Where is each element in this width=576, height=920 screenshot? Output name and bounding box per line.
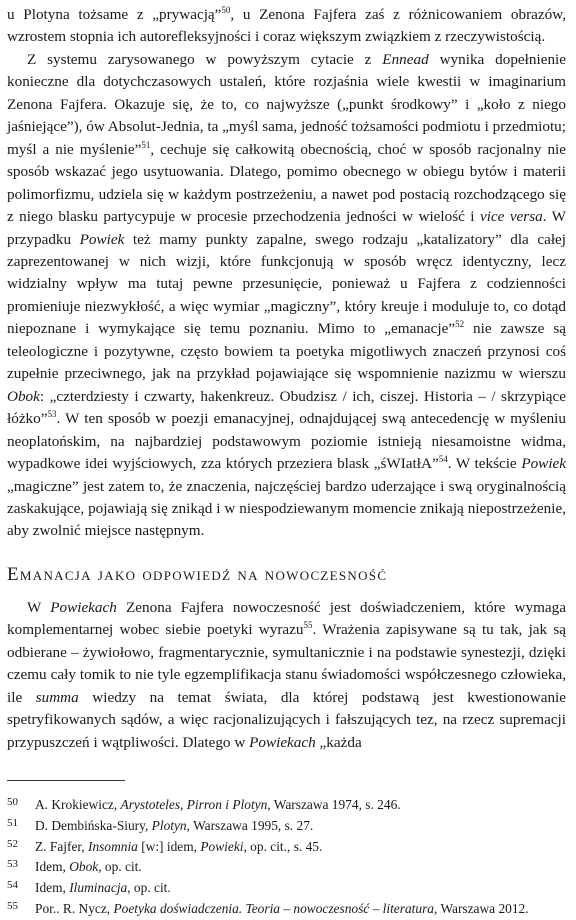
- text-run: , Warszawa 1974, s. 246.: [267, 797, 401, 813]
- italic-text: Ennead: [382, 50, 429, 68]
- body-text-section: [7, 597, 566, 754]
- italic-text: vice versa: [479, 208, 543, 226]
- footnote: [7, 837, 566, 858]
- footnote-ref: 52: [455, 319, 465, 330]
- text-run: , op. cit.: [127, 880, 171, 896]
- footnote-ref: 55: [303, 620, 313, 631]
- footnote: [7, 899, 566, 920]
- footnote-text: [35, 795, 566, 816]
- text-run: „magiczne” jest zatem to, że znaczenia, najczęściej bardzo uderzające i swą oryginalnością zaskakujące, pojawiają się znikąd i w niespodziewanym momencie znikają niepostrzeżenie, aby zwolnić miejsce następnym.: [7, 477, 566, 540]
- text-run: , u Zenona Fajfera zaś z różnicowaniem obrazów, wzrostem stopnia ich autorefleksyjności i coraz większym związkiem z rzeczywistością.: [7, 6, 566, 46]
- italic-text: Powieki: [200, 838, 244, 854]
- text-run: A. Krokiewicz,: [35, 797, 121, 813]
- italic-text: Obok: [69, 859, 99, 875]
- footnote: [7, 816, 566, 837]
- text-run: : „czterdziesty i czwarty, hakenkreuz. Obudzisz / ich, ciszej. Historia – / skrzypiące łóżko”: [7, 387, 566, 428]
- paragraph: [7, 4, 566, 49]
- italic-text: Powiekach: [50, 598, 117, 616]
- text-run: Z systemu zarysowanego w powyższym cytacie z: [27, 50, 383, 68]
- text-run: Por.. R. Nycz,: [35, 901, 114, 917]
- text-run: „każda: [315, 733, 362, 751]
- footnote-ref: 53: [47, 409, 57, 420]
- italic-text: Powiek: [79, 230, 125, 248]
- paragraph: [7, 597, 566, 754]
- text-run: , op. cit., s. 45.: [243, 838, 323, 854]
- text-run: wynika dopełnienie konieczne dla dotychczasowych ustaleń, które rozjaśnia wiele kwestii w imaginarium Zenona Fajfera. Okazuje się, że to, co najwyższe („punkt środkowy” i „koło z niego jaśniejące”), ów Absolut-Jednia, ta „myśl sama, jedność tożsamości podmiotu i przedmiotu; myśl a nie myślenie”: [7, 50, 567, 158]
- italic-text: Insomnia: [88, 838, 138, 854]
- footnote-text: [35, 878, 566, 899]
- italic-text: Powiekach: [249, 733, 316, 751]
- text-run: wiedzy na temat świata, dla której podstawą jest kwestionowanie spetryfikowanych sądów, a więc racjonalizujących i fałszujących tez, na rzecz supremacji przypuszczeń i wątpliwości. Dlatego w: [7, 688, 566, 751]
- footnote: [7, 857, 566, 878]
- text-run: . W ten sposób w poezji emanacyjnej, odnajdującej swą antecedencję w myśleniu neoplatońskim, na najbardziej podstawowym poziomie istnieją niesamoistne widma, wypadkowe idei wyjściowych, zza których przeziera blask „śWIatłA”: [7, 410, 566, 473]
- footnote-text: [35, 857, 566, 878]
- italic-text: Iluminacja: [69, 880, 128, 896]
- footnote: [7, 795, 566, 816]
- text-run: nie zawsze są teleologiczne i pozytywne, często bowiem ta poetyka migotliwych znaczeń przynosi coś zupełnie przeciwnego, jak na przykład pojawiające się wspomnienie nazizmu w wierszu: [7, 320, 566, 383]
- text-run: . Wrażenia zapisywane są tu tak, jak są odbierane – żywiołowo, fragmentarycznie, symultanicznie i na podstawie synestezji, dzięki czemu cały tomik to nie tyle egzemplifikacja stanu świadomości współczesnego człowieka, ile: [7, 621, 566, 706]
- section-heading: Emanacja jako odpowiedź na nowoczesność: [7, 563, 388, 585]
- italic-text: Poetyka doświadczenia. Teoria – nowoczesność – literatura: [113, 901, 434, 917]
- text-run: też mamy punkty zapalne, swego rodzaju „katalizatory” dla całej zaprezentowanej w nich wizji, które funkcjonują w sposób wręcz identyczny, lecz widzialny wpływ ma tutaj pewne przesunięcie, ponieważ u Fajfera z codzienności promieniuje niezwykłość, a więc wymiar „magiczny”, który kreuje i moduluje to, co dotąd niepoznane i wymykające się temu poznaniu. Mimo to „emanacje”: [7, 230, 566, 338]
- text-run: , op. cit.: [98, 859, 142, 875]
- footnote: [7, 878, 566, 899]
- text-run: u Plotyna tożsame z „prywacją”: [7, 6, 222, 23]
- footnotes: [7, 795, 566, 920]
- text-run: , Warszawa 2012.: [433, 901, 529, 917]
- paragraph: [7, 49, 566, 543]
- text-run: . W tekście: [447, 455, 522, 473]
- italic-text: Plotyn: [151, 817, 187, 833]
- italic-text: Powiek: [521, 455, 567, 473]
- italic-text: Obok: [7, 387, 40, 405]
- footnote-number: 54: [7, 879, 18, 892]
- footnote-ref: 50: [221, 5, 231, 15]
- footnote-number: 50: [7, 796, 18, 809]
- text-run: [w:] idem,: [137, 838, 201, 854]
- text-run: Z. Fajfer,: [35, 838, 89, 854]
- italic-text: Arystoteles, Pirron i Plotyn: [120, 797, 268, 813]
- text-run: , cechuje się całkowitą obecnością, choć w sposób racjonalny nie sposób wskazać jego usytuowania. Dlatego, pomimo obecnego w obiegu bytów i materii polimorfizmu, udziela się w każdym postrzeżeniu, a nawet pod postacią rozchodzącego się z niego blasku partycypuje w procesie przechodzenia jedności w wielość i: [7, 140, 567, 226]
- text-run: Idem,: [35, 880, 70, 896]
- footnote-divider: [7, 780, 125, 781]
- footnote-number: 53: [7, 858, 18, 871]
- footnote-text: [35, 837, 566, 858]
- text-run: . W przypadku: [7, 208, 567, 248]
- footnote-text: [35, 899, 566, 920]
- text-run: D. Dembińska-Siury,: [35, 817, 152, 833]
- body-text-top: [7, 4, 566, 543]
- footnote-number: 55: [7, 900, 18, 913]
- italic-text: summa: [35, 688, 79, 706]
- footnote-text: [35, 816, 566, 837]
- footnote-ref: 54: [438, 454, 448, 465]
- text-run: Idem,: [35, 859, 70, 875]
- text-run: , Warszawa 1995, s. 27.: [186, 817, 314, 833]
- footnote-number: 51: [7, 816, 18, 829]
- text-run: Zenona Fajfera nowoczesność jest doświadczeniem, które wymaga komplementarnej wobec siebie poetyki wyrazu: [7, 598, 566, 639]
- text-run: W: [27, 598, 51, 616]
- footnote-number: 52: [7, 837, 18, 850]
- footnote-ref: 51: [141, 139, 151, 150]
